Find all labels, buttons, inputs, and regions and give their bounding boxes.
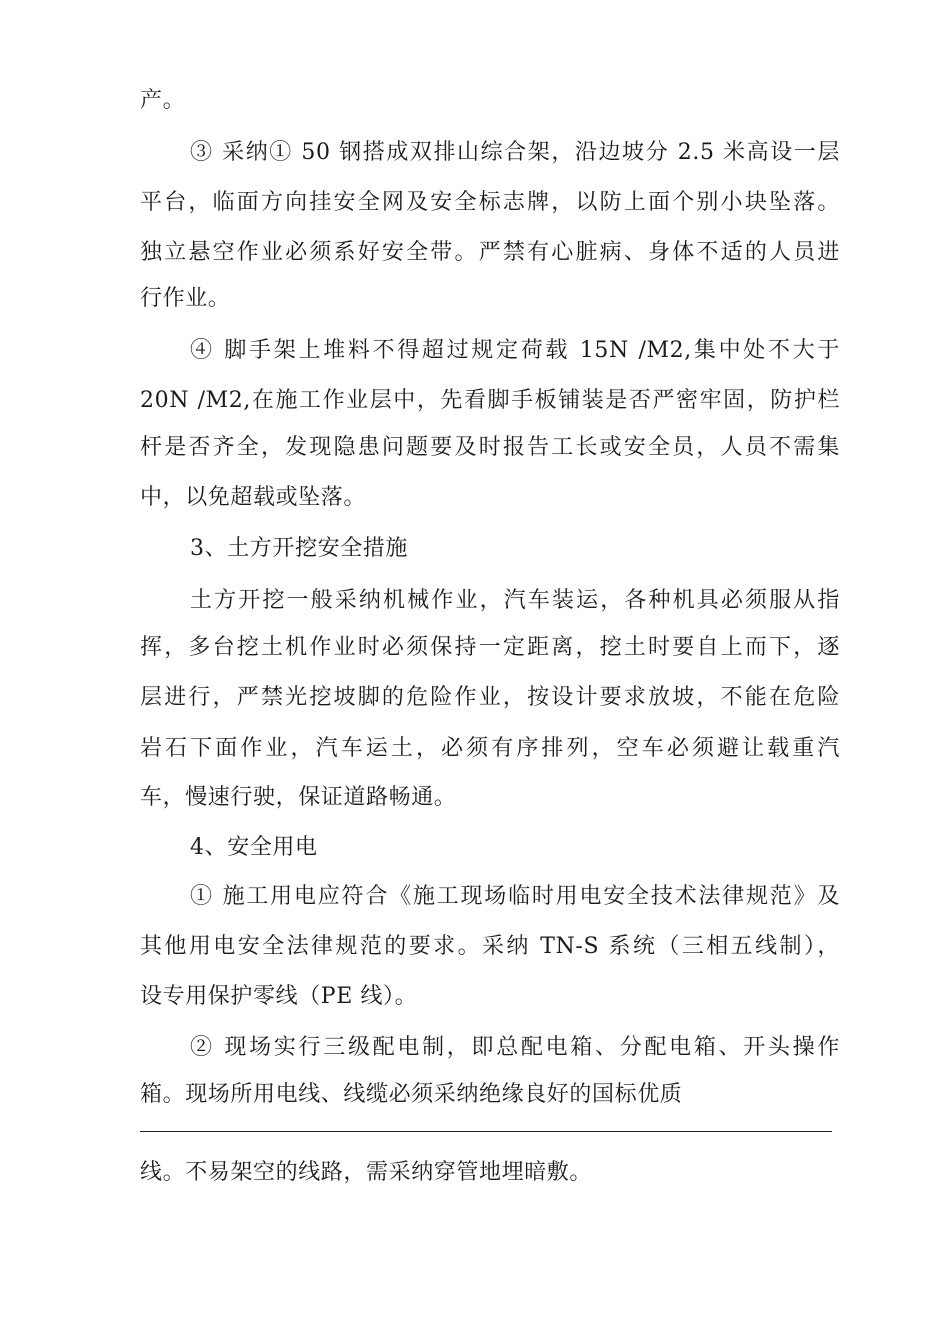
text-line-3: 平台，临面方向挂安全网及安全标志牌，以防上面个别小块坠落。	[140, 190, 840, 215]
text-line-17: ① 施工用电应符合《施工现场临时用电安全技术法律规范》及	[190, 884, 840, 909]
text-line-11: 土方开挖一般采纳机械作业，汽车装运，各种机具必须服从指	[190, 588, 840, 613]
text-line-4: 独立悬空作业必须系好安全带。严禁有心脏病、身体不适的人员进	[140, 240, 840, 265]
text-line-21: 箱。现场所用电线、线缆必须采纳绝缘良好的国标优质	[140, 1082, 683, 1107]
text-line-7: 20N /M2,在施工作业层中，先看脚手板铺装是否严密牢固，防护栏	[140, 388, 840, 413]
continuation-line: 线。不易架空的线路，需采纳穿管地埋暗敷。	[140, 1160, 593, 1185]
text-line-14: 岩石下面作业，汽车运土，必须有序排列，空车必须避让载重汽	[140, 736, 840, 761]
text-line-8: 杆是否齐全，发现隐患问题要及时报告工长或安全员，人员不需集	[140, 435, 840, 460]
text-line-5: 行作业。	[140, 286, 231, 311]
text-line-19: 设专用保护零线（PE 线）。	[140, 984, 418, 1009]
text-line-18: 其他用电安全法律规范的要求。采纳 TN-S 系统（三相五线制），	[140, 934, 840, 959]
text-line-6: ④ 脚手架上堆料不得超过规定荷载 15N /M2,集中处不大于	[190, 338, 840, 363]
section-heading-3: 3、土方开挖安全措施	[190, 536, 408, 561]
text-line-12: 挥，多台挖土机作业时必须保持一定距离，挖土时要自上而下，逐	[140, 635, 840, 660]
text-line-1: 产。	[140, 88, 186, 113]
section-heading-4: 4、安全用电	[190, 835, 318, 860]
text-line-20: ② 现场实行三级配电制，即总配电箱、分配电箱、开头操作	[190, 1035, 840, 1060]
text-line-9: 中，以免超载或坠落。	[140, 485, 367, 510]
text-line-15: 车，慢速行驶，保证道路畅通。	[140, 785, 457, 810]
text-line-13: 层进行，严禁光挖坡脚的危险作业，按设计要求放坡，不能在危险	[140, 685, 840, 710]
page-divider-rule	[140, 1131, 832, 1132]
text-line-2: ③ 采纳① 50 钢搭成双排山综合架，沿边坡分 2.5 米高设一层	[190, 140, 840, 165]
